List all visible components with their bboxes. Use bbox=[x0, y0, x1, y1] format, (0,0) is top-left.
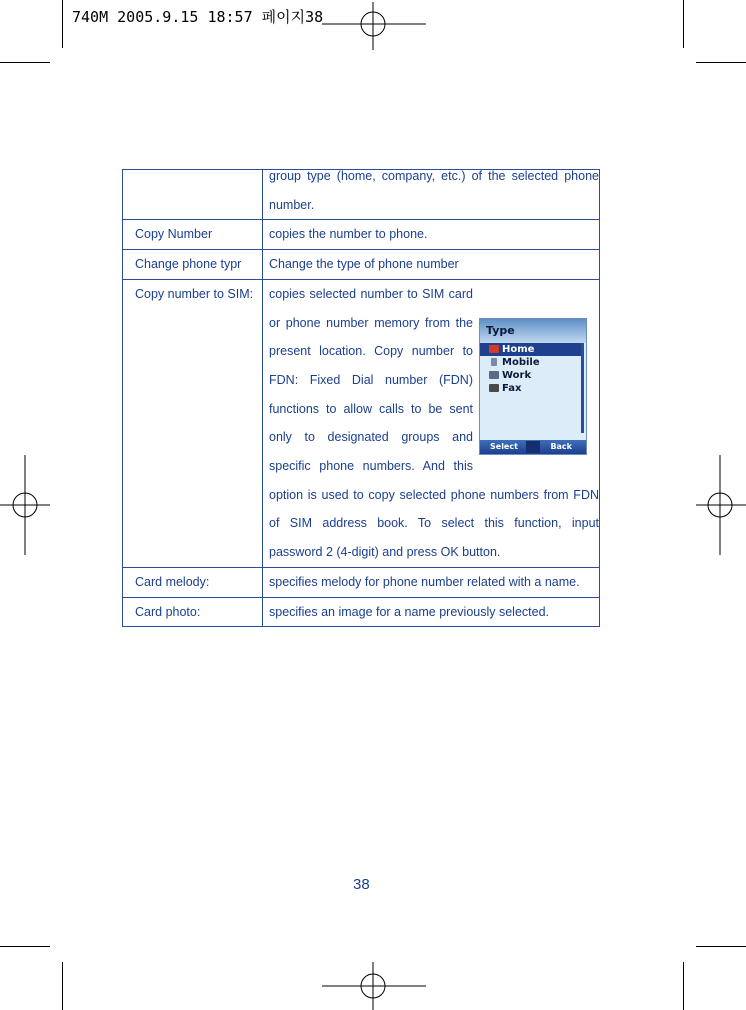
term-cell bbox=[123, 597, 263, 627]
phone-type-label: Fax bbox=[502, 382, 522, 394]
description-cell bbox=[263, 250, 600, 280]
description-text: copies selected number to SIM card or phone number memory from the present location. Copy number to FDN: Fixed Dial number (FDN) functions to allow calls to be sent only to designated groups and specific phone numbers. And this option is used to copy selected phone numbers from FDN of SIM address book. To select this function, input password 2 (4-digit) and press OK button. bbox=[269, 286, 599, 560]
crop-mark bbox=[0, 946, 50, 947]
phone-screen-title: Type bbox=[486, 323, 515, 337]
term-cell bbox=[123, 170, 263, 220]
page-number: 38 bbox=[353, 876, 370, 893]
phone-title-bar bbox=[480, 319, 586, 343]
crop-mark bbox=[683, 962, 684, 1010]
term-label: Change phone typr bbox=[135, 257, 242, 272]
phone-type-item-fax[interactable] bbox=[480, 382, 582, 395]
registration-mark-right bbox=[696, 455, 746, 555]
table-row bbox=[123, 597, 600, 627]
crop-mark bbox=[696, 62, 746, 63]
term-label bbox=[123, 170, 262, 177]
term-label: Card photo: bbox=[135, 604, 201, 619]
table-row bbox=[123, 220, 600, 250]
phone-scrollbar bbox=[581, 343, 584, 433]
print-header: 740M 2005.9.15 18:57 페이지38 bbox=[72, 8, 324, 26]
menu-options-table bbox=[122, 169, 600, 627]
phone-type-list bbox=[480, 343, 582, 395]
home-icon bbox=[489, 345, 499, 353]
crop-mark bbox=[0, 62, 50, 63]
phone-type-item-work[interactable] bbox=[480, 369, 582, 382]
description-cell bbox=[263, 567, 600, 597]
term-cell bbox=[123, 279, 263, 567]
registration-mark-left bbox=[0, 455, 50, 555]
description-cell bbox=[263, 597, 600, 627]
registration-mark-top bbox=[322, 2, 426, 50]
work-phone-icon bbox=[489, 371, 499, 379]
phone-type-label: Home bbox=[502, 343, 535, 355]
phone-screen-figure bbox=[479, 318, 587, 455]
table-row bbox=[123, 279, 600, 567]
phone-softkey-bar bbox=[480, 440, 586, 454]
term-label: Copy Number bbox=[135, 227, 213, 242]
phone-type-label: Work bbox=[502, 369, 532, 381]
description-text: specifies an image for a name previously selected. bbox=[269, 604, 550, 619]
term-label: Card melody: bbox=[135, 574, 210, 589]
fax-icon bbox=[489, 384, 499, 392]
phone-type-item-mobile[interactable] bbox=[480, 356, 582, 369]
phone-type-label: Mobile bbox=[502, 356, 540, 368]
description-cell bbox=[263, 220, 600, 250]
table-row bbox=[123, 170, 600, 220]
term-cell bbox=[123, 567, 263, 597]
crop-mark bbox=[696, 946, 746, 947]
select-softkey[interactable]: Select bbox=[490, 441, 518, 451]
description-cell bbox=[263, 170, 600, 220]
term-label: Copy number to SIM: bbox=[135, 286, 254, 301]
crop-mark bbox=[62, 962, 63, 1010]
description-text: Change the type of phone number bbox=[269, 257, 459, 272]
table-row bbox=[123, 567, 600, 597]
crop-mark bbox=[62, 0, 63, 48]
description-text: specifies melody for phone number related with a name. bbox=[269, 574, 580, 589]
term-cell bbox=[123, 220, 263, 250]
back-softkey[interactable]: Back bbox=[550, 441, 572, 451]
registration-mark-bottom bbox=[322, 962, 426, 1010]
term-cell bbox=[123, 250, 263, 280]
phone-type-item-home[interactable] bbox=[480, 343, 582, 356]
table-row bbox=[123, 250, 600, 280]
center-softkey[interactable] bbox=[526, 441, 540, 453]
description-text: copies the number to phone. bbox=[269, 227, 428, 242]
crop-mark bbox=[683, 0, 684, 48]
mobile-phone-icon bbox=[491, 358, 497, 366]
description-cell bbox=[263, 279, 600, 567]
description-text: group type (home, company, etc.) of the selected phone number. bbox=[269, 169, 599, 212]
